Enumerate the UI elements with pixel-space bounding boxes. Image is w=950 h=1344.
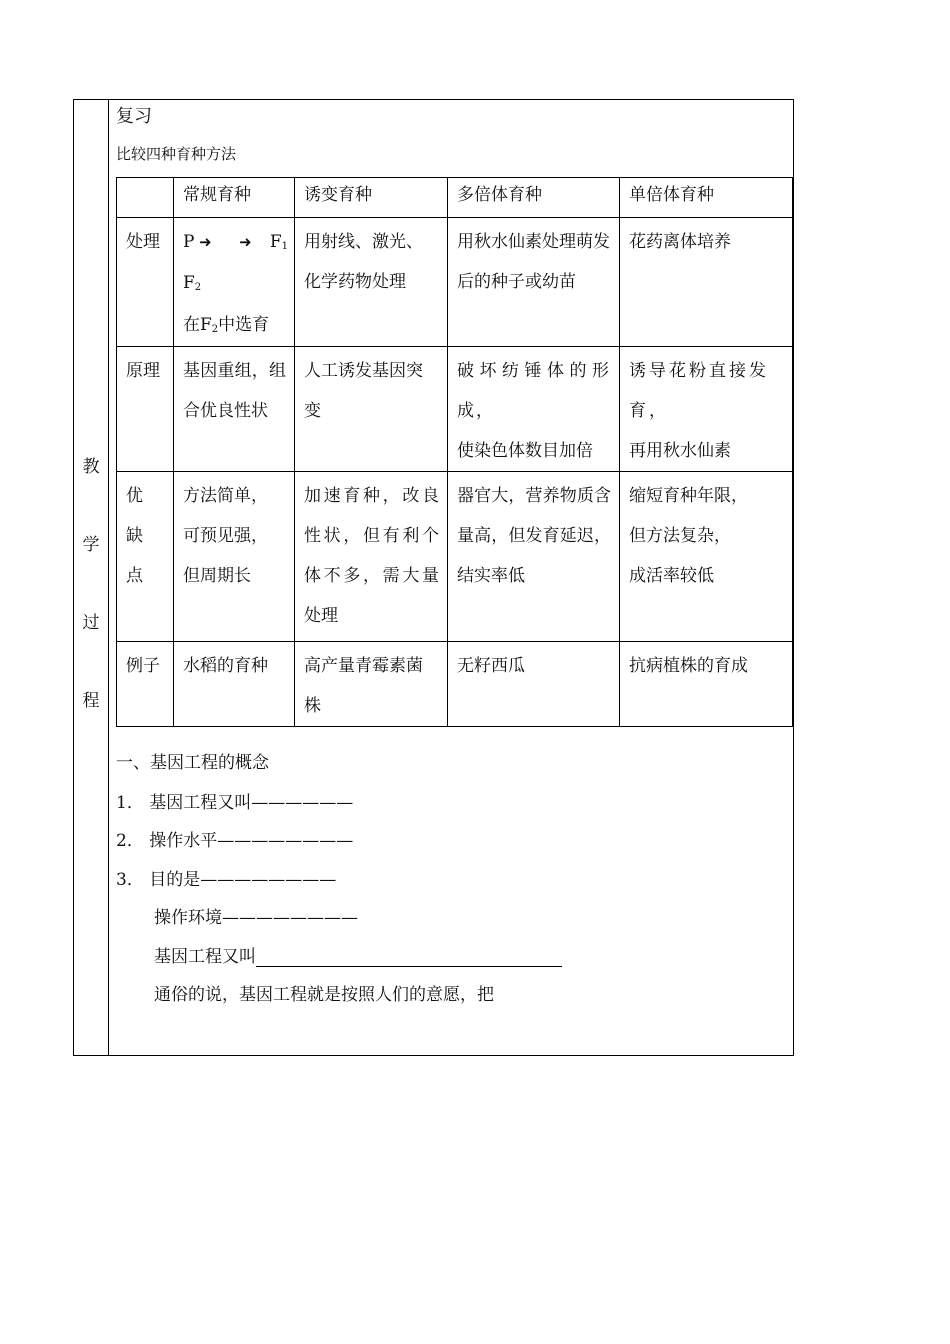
left-char-1: 教 xyxy=(82,457,100,477)
principle-haploid-line2: 再用秋水仙素 xyxy=(629,441,731,461)
pros-conventional-line2: 可预见强， xyxy=(183,526,268,546)
cell-pros-mutation: 加速育种，改良性状，但有利个体不多，需大量处理 xyxy=(295,472,448,642)
f1-subscript: 1 xyxy=(281,241,288,252)
item-3: 3． 目的是———————— xyxy=(116,870,337,890)
lesson-frame xyxy=(73,99,794,1056)
cross-line xyxy=(183,222,286,262)
pros-haploid-line2: 但方法复杂， xyxy=(629,526,731,546)
table-row-principle xyxy=(117,347,793,472)
table-row-example xyxy=(117,642,793,727)
header-cell: 常规育种 xyxy=(174,178,295,218)
f2-subscript: 2 xyxy=(194,282,202,293)
left-char-3: 过 xyxy=(82,613,100,633)
cell-example-polyploid: 无籽西瓜 xyxy=(448,642,620,727)
cell-principle-mutation: 人工诱发基因突变 xyxy=(295,347,448,472)
cell-pros-conventional xyxy=(174,472,295,642)
arrow-icon: ➜ xyxy=(239,233,252,251)
table-row-pros-cons xyxy=(117,472,793,642)
also-called-text: 基因工程又叫 xyxy=(154,947,256,967)
principle-polyploid-line2: 使染色体数目加倍 xyxy=(457,441,593,461)
header-cell: 多倍体育种 xyxy=(448,178,620,218)
select-text-tail: 中选育 xyxy=(218,315,270,335)
pros-conventional-line3: 但周期长 xyxy=(183,566,251,586)
item-1: 1． 基因工程又叫—————— xyxy=(116,793,354,813)
row-label: 处理 xyxy=(117,218,174,347)
principle-haploid-line1: 诱导花粉直接发育， xyxy=(629,361,769,421)
cell-process-haploid: 花药离体培养 xyxy=(620,218,793,347)
lesson-content xyxy=(116,100,793,1055)
cell-pros-haploid xyxy=(620,472,793,642)
cell-process-conventional xyxy=(174,218,295,347)
item-env: 操作环境———————— xyxy=(154,908,358,928)
pros-cons-label: 优缺点 xyxy=(126,486,143,586)
arrow-icon: ➜ xyxy=(199,233,212,251)
section-heading: 一、基因工程的概念 xyxy=(116,753,269,773)
f1-label: F xyxy=(269,232,282,252)
left-char-4: 程 xyxy=(82,691,100,711)
cell-process-polyploid: 用秋水仙素处理萌发后的种子或幼苗 xyxy=(448,218,620,347)
cell-process-mutation: 用射线、激光、化学药物处理 xyxy=(295,218,448,347)
review-title: 复习 xyxy=(116,106,152,127)
header-cell: 单倍体育种 xyxy=(620,178,793,218)
f2-label: F xyxy=(183,273,195,293)
row-label: 例子 xyxy=(117,642,174,727)
item-also-called xyxy=(154,942,562,967)
pros-haploid-line3: 成活率较低 xyxy=(629,566,714,586)
cell-pros-polyploid: 器官大，营养物质含量高，但发育延迟，结实率低 xyxy=(448,472,620,642)
select-subscript: 2 xyxy=(211,324,219,335)
header-cell xyxy=(117,178,174,218)
pros-haploid-line1: 缩短育种年限， xyxy=(629,486,748,506)
cell-example-mutation: 高产量青霉素菌株 xyxy=(295,642,448,727)
cell-example-haploid: 抗病植株的育成 xyxy=(620,642,793,727)
cell-example-conventional: 水稻的育种 xyxy=(174,642,295,727)
pros-conventional-line1: 方法简单， xyxy=(183,486,268,506)
select-text: 在F xyxy=(183,315,212,335)
left-char-2: 学 xyxy=(82,535,100,555)
row-label xyxy=(117,472,174,642)
cell-principle-polyploid xyxy=(448,347,620,472)
row-label: 原理 xyxy=(117,347,174,472)
item-2: 2． 操作水平———————— xyxy=(116,831,354,851)
parent-label: P xyxy=(183,232,195,252)
breeding-comparison-table xyxy=(116,177,793,727)
table-row-process xyxy=(117,218,793,347)
cell-principle-conventional: 基因重组，组合优良性状 xyxy=(174,347,295,472)
table-title: 比较四种育种方法 xyxy=(116,145,237,163)
teaching-process-column xyxy=(74,100,109,1055)
blank-underline xyxy=(256,948,562,967)
cell-principle-haploid xyxy=(620,347,793,472)
table-header-row xyxy=(117,178,793,218)
plain-explanation: 通俗的说，基因工程就是按照人们的意愿，把 xyxy=(154,985,494,1005)
principle-polyploid-line1: 破坏纺锤体的形成， xyxy=(457,361,611,421)
header-cell: 诱变育种 xyxy=(295,178,448,218)
